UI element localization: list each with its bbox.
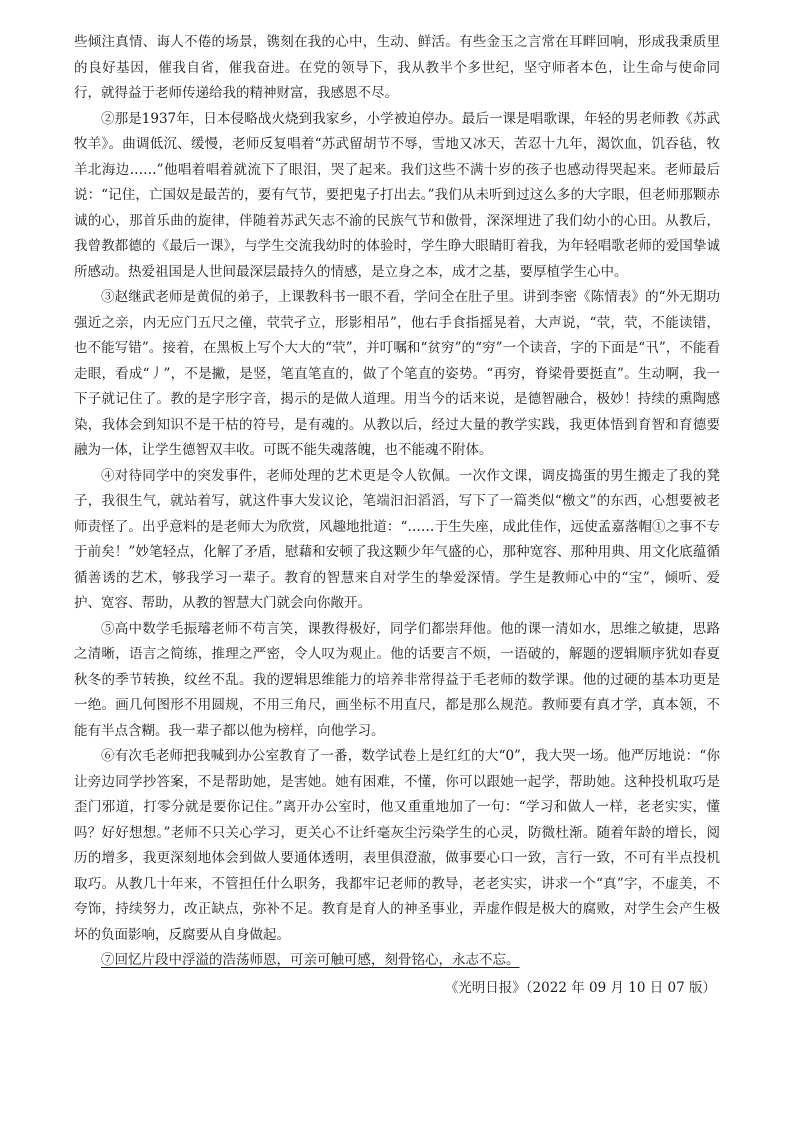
paragraph-6: ⑥有次毛老师把我喊到办公室教育了一番，数学试卷上是红红的大“0”，我大哭一场。他严厉地说：“你让旁边同学抄答案，不是帮助她，是害她。她有困难，不懂，你可以跟她一起学，帮助她。这种投机取巧是歪门邪道，打零分就是要你记住。”离开办公室时，他又重重地加了一句：“学习和做人一样，老老实实，懂吗？好好想想。”老师不只关心学习，更关心不让纤毫灰尘污染学生的心灵，防微杜渐。随着年龄的增长，阅历的增多，我更深刻地体会到做人要通体透明，表里俱澄澈，做事要心口一致，言行一致，不可有半点投机取巧。从教几十年来，不管担任什么职务，我都牢记老师的教导，老老实实，讲求一个“真”字，不虚美，不夸饰，持续努力，改正缺点，弥补不足。教育是育人的神圣事业，弄虚作假是极大的腐败，对学生会产生极坏的负面影响，反腐要从自身做起。 — [74, 748, 720, 943]
underlined-conclusion: ⑦回忆片段中浮溢的浩荡师恩，可亲可触可感，刻骨铭心，永志不忘。 — [101, 952, 520, 968]
paragraph-5: ⑤高中数学毛振璿老师不苟言笑，课教得极好，同学们都崇拜他。他的课一清如水，思维之敏捷，思路之清晰，语言之简练，推理之严密，令人叹为观止。他的话要言不烦，一语破的，解题的逻辑顺序犹如春夏秋冬的季节转换，纹丝不乱。我的逻辑思维能力的培养非常得益于毛老师的数学课。他的过硬的基本功更是一绝。画几何图形不用圆规，不用三角尺，画坐标不用直尺，都是那么规范。教师要有真才学，真本领，不能有半点含糊。我一辈子都以他为榜样，向他学习。 — [74, 620, 720, 739]
paragraph-4: ④对待同学中的突发事件，老师处理的艺术更是令人钦佩。一次作文课，调皮捣蛋的男生搬走了我的凳子，我很生气，就站着写，就这件事大发议论，笔端汩汩滔滔，写下了一篇类似“檄文”的东西，心想要被老师责怪了。出乎意料的是老师大为欣赏，风趣地批道：“……于生失座，成此佳作，远使孟嘉落帽①之事不专于前矣！”妙笔轻点，化解了矛盾，慰藉和安顿了我这颗少年气盛的心，那种宽容、那种用典、用文化底蕴循循善诱的艺术，够我学习一辈子。教育的智慧来自对学生的挚爱深情。学生是教师心中的“宝”，倾听、爱护、宽容、帮助，从教的智慧大门就会向你敞开。 — [74, 467, 720, 611]
paragraph-3: ③赵继武老师是黄侃的弟子，上课教科书一眼不看，学问全在肚子里。讲到李密《陈情表》的“外无期功强近之亲，内无应门五尺之僮，茕茕孑立，形影相吊”，他右手食指摇晃着，大声说，“茕，茕，不能读错，也不能写错”。接着，在黑板上写个大大的“茕”，并叮嘱和“贫穷”的“穷”一个读音，字的下面是“卂”，不能看走眼，看成“丿”，不是撇，是竖，笔直笔直的，做了个笔直的姿势。“再穷，脊梁骨要挺直”。生动啊，我一下子就记住了。教的是字形字音，揭示的是做人道理。用当今的话来说，是德智融合，极妙！持续的熏陶感染，我体会到知识不是干枯的符号，是有魂的。从教以后，经过大量的教学实践，我更体悟到育智和育德要融为一体，让学生德智双丰收。可既不能失魂落魄，也不能魂不附体。 — [74, 289, 720, 458]
source-citation: 《光明日报》（2022 年 09 月 10 日 07 版） — [444, 979, 716, 996]
paragraph-7 — [74, 948, 720, 974]
paragraph-2: ②那是1937年，日本侵略战火烧到我家乡，小学被迫停办。最后一课是唱歌课，年轻的男老师教《苏武牧羊》。曲调低沉、缓慢，老师反复唱着“苏武留胡节不辱，雪地又冰天，苦忍十九年，渴饮血，饥吞毡，牧羊北海边……”他唱着唱着就流下了眼泪，哭了起来。我们这些不满十岁的孩子也感动得哭起来。老师最后说：“记住，亡国奴是最苦的，要有气节，要把鬼子打出去。”我们从未听到过这么多的大字眼，但老师那颗赤诚的心，那首乐曲的旋律，伴随着苏武矢志不渝的民族气节和傲骨，深深埋进了我们幼小的心田。从教后，我曾教都德的《最后一课》，与学生交流我幼时的体验时，学生睁大眼睛盯着我，为年轻唱歌老师的爱国挚诚所感动。热爱祖国是人世间最深层最持久的情感，是立身之本，成才之基，要厚植学生心中。 — [74, 110, 720, 280]
paragraph-1: 些倾注真情、诲人不倦的场景，镌刻在我的心中，生动、鲜活。有些金玉之言常在耳畔回响，形成我秉质里的良好基因，催我自省，催我奋进。在党的领导下，我从教半个多世纪，坚守师者本色，让生命与使命同行，就得益于老师传递给我的精神财富，我感恩不尽。 — [74, 34, 720, 101]
